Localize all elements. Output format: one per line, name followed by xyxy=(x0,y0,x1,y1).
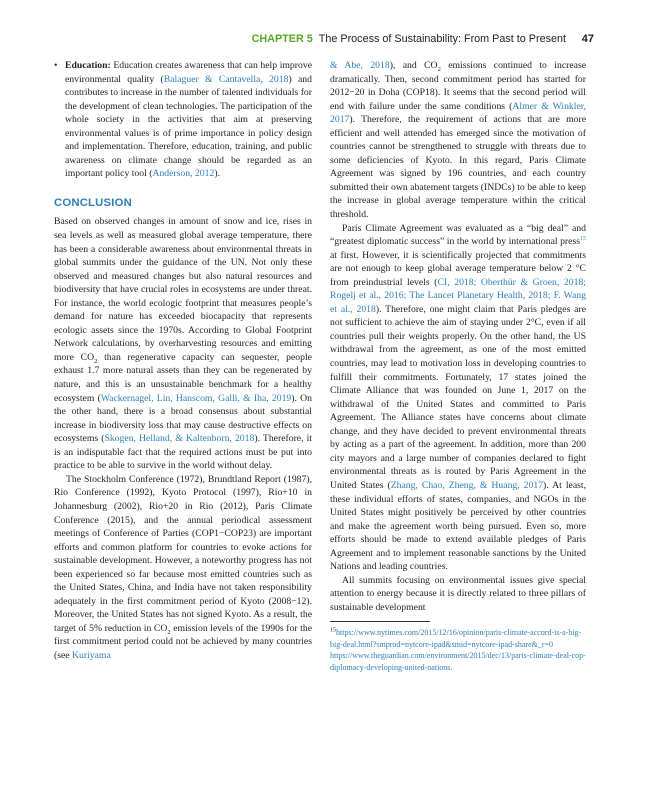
text-run: emission levels of the 1990s for the first commitment period could not be achieved by many countries (see xyxy=(54,622,312,661)
citation-link[interactable]: & Abe, 2018 xyxy=(330,60,390,71)
footnote-marker[interactable]: 15 xyxy=(580,235,586,242)
citation-link[interactable]: CI, 2018; Oberthür & Groen, 2018; Rogelj et al., 2016; The Lancet Planetary Health, 2018; F. Wang et al., 2018 xyxy=(330,276,586,315)
conclusion-heading: CONCLUSION xyxy=(54,196,132,209)
text-run: Based on observed changes in amount of snow and ice, rises in sea levels as well as measured global average temperature, there has been a considerable awareness about environmental threats in global summits under the guidance of the UN. Not only these observed and measured changes but also natural resources and biodiversity that have crucial roles in ecosystems are under threat. For instance, the world ecologic footprint that measures people’s demand for nature has exceeded biocapacity that represents ecologic assets since the 1970s. According to Global Footprint Network calculations, by overharvesting resources and emitting more CO xyxy=(54,216,312,363)
footnote-number: 15 xyxy=(330,627,336,634)
chapter-title: The Process of Sustainability: From Past to Present xyxy=(318,33,566,45)
citation-link[interactable]: Anderson, 2012 xyxy=(152,168,215,180)
education-paragraph xyxy=(65,59,312,181)
chapter-label: CHAPTER 5 xyxy=(251,33,313,45)
text-run: Education creates awareness that can help improve environmental quality ( xyxy=(65,60,312,85)
right-paragraph-1 xyxy=(330,59,586,222)
right-column xyxy=(330,59,586,673)
text-run: than regenerative capacity can sequester, people exhaust 1.7 more natural assets than they can be regenerated by nature, and this is an unsustainable benchmark for a healthy ecosystem ( xyxy=(54,351,312,404)
running-header xyxy=(54,33,594,49)
footnote-urls[interactable]: https://www.nytimes.com/2015/12/16/opinion/paris-climate-accord-is-a-big-big-deal.html?smprod=nytcore-ipad&smid=nytcore-ipad-share&_r=0 https://www.theguardian.com/environment/2015/dec/13/paris-climate-deal-cop-diplomacy-developing-united-nations. xyxy=(330,628,586,672)
conclusion-paragraph-2 xyxy=(54,473,312,663)
subscript: 2 xyxy=(437,65,441,73)
citation-link[interactable]: Almer & Winkler, 2017 xyxy=(330,100,587,126)
text-run: at first. However, it is scientifically projected that commitments are not enough to keep global average temperature below 2 °C from preindustrial levels ( xyxy=(330,249,586,288)
text-run: emissions continued to increase dramatically. Then, second commitment period has started for 2012−20 in Doha (COP18). It seems that the second period will end with failure under the same conditions ( xyxy=(330,60,587,112)
citation-link[interactable]: Balaguer & Cantavella, 2018 xyxy=(163,73,289,85)
text-run: ). On the other hand, there is a broad consensus about substantial increase in biodiversity loss that may cause destructive effects on ecosystems ( xyxy=(54,392,312,445)
text-run: The Stockholm Conference (1972), Brundtland Report (1987), Rio Conference (1992), Kyoto Protocol (1997), Rio+10 in Johannesburg (2002), Rio+20 in Rio (2012), Paris Climate Conference (2015), and the annual periodical assessment meetings of Conference of Parties (COP1−COP23) are important efforts and common platform for countries to evoke actions for sustainable development. However, a noteworthy progress has not been experienced so far because most emitted countries such as the United States, China, and India have not taken responsibility adequately in the first commitment period of Kyoto (2008−12). Moreover, the United States has not signed Kyoto. As a result, the target of 5% reduction in CO xyxy=(54,473,312,634)
bullet-title: Education: xyxy=(65,60,111,71)
text-run: ). Therefore, one might claim that Paris pledges are not sufficient to achieve the aim of staying under 2°C, even if all countries pull their weights properly. On the other hand, the US withdrawal from the agreement, as one of the most emitted countries, may lead to motivation loss in developing countries to fulfill their commitments. Fortunately, 17 states joined the Climate Alliance that was founded on June 1, 2017 on the withdrawal of the United States and committed to Paris Agreement. The Alliance states have concerns about climate change, and they have decided to prevent environmental threats by acting as a part of the agreement. In addition, more than 200 city mayors and a large number of companies declared to fight environmental threats as is routed by Paris Agreement in the United States ( xyxy=(330,303,586,491)
footnote-divider xyxy=(330,621,430,622)
citation-link[interactable]: Skogen, Helland, & Kaltenborn, 2018 xyxy=(104,433,255,445)
subscript: 2 xyxy=(167,628,171,636)
header-chapter-line xyxy=(252,33,566,45)
citation-link[interactable]: Kuriyama xyxy=(72,649,111,661)
right-paragraph-3: All summits focusing on environmental issues give special attention to energy because it is directly related to three pillars of sustainable development xyxy=(330,574,586,613)
text-run: ), and CO xyxy=(389,60,438,71)
text-run: ). Therefore, it is an indisputable fact that the required actions must be put into practice to be able to survive in the world without delay. xyxy=(54,433,313,472)
education-bullet xyxy=(54,59,312,181)
conclusion-paragraph-1 xyxy=(54,215,312,472)
text-run: ). Therefore, the requirement of actions that are more efficient and well attended has emerged since the motivation of countries cannot be strengthened to struggle with threats due to some deficiencies of Kyoto. In this regard, Paris Climate Agreement was signed by 196 countries, and each country submitted their own abatement targets (INDCs) to be able to keep the increase in global average temperature within the critical threshold. xyxy=(330,114,586,221)
subscript: 2 xyxy=(94,357,98,365)
page-number: 47 xyxy=(581,33,594,45)
text-run: Paris Climate Agreement was evaluated as a “big deal” and “greatest diplomatic success” in the world by international press xyxy=(330,222,586,248)
left-column xyxy=(54,59,312,663)
text-run: ) and contributes to increase in the number of talented individuals for the development of clean technologies. The participation of the whole society in the activities that aim at preserving environmental values is of prime importance in policy design and implementation. Therefore, education, training, and public awareness on climate change should be regarded as an important policy tool ( xyxy=(65,73,312,180)
citation-link[interactable]: Wackernagel, Lin, Hanscom, Galli, & Iha, 2019 xyxy=(100,392,292,404)
right-paragraph-2 xyxy=(330,222,586,574)
text-run: ). At least, these individual efforts of states, companies, and NGOs in the United States might positively be perceived by other countries and make the agreement worth being pursued. Even so, more efforts should be made to extend available pledges of Paris Agreement and to implement reasonable sanctions by the United Nations and leading countries. xyxy=(330,479,587,573)
bullet-dot-icon: • xyxy=(54,60,58,71)
citation-link[interactable]: Zhang, Chao, Zheng, & Huang, 2017 xyxy=(390,479,544,491)
footnote xyxy=(330,627,586,673)
text-run: ). xyxy=(214,168,220,180)
